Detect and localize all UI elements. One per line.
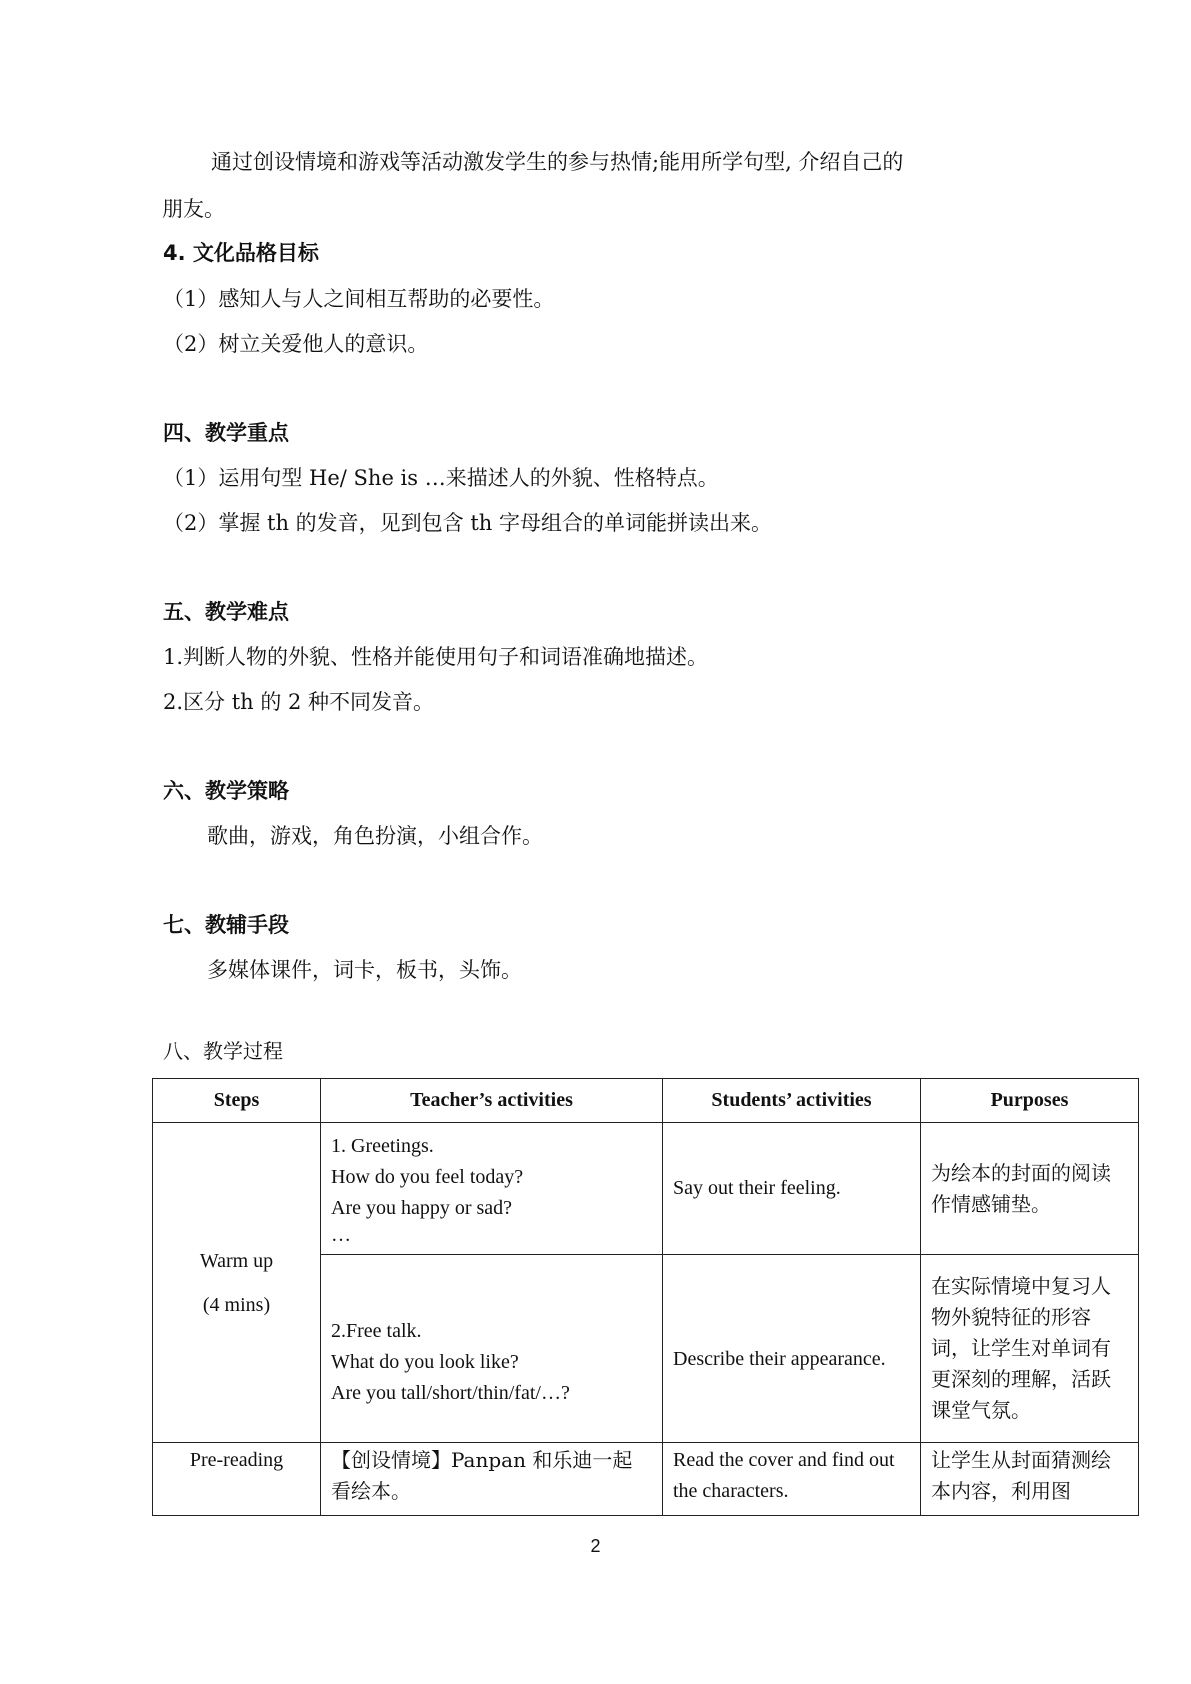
difficulty-1: 1.判断人物的外貌、性格并能使用句子和词语准确地描述。 bbox=[163, 645, 709, 669]
teaching-process-table bbox=[152, 1078, 1139, 1516]
warm-up-students-2: Describe their appearance. bbox=[663, 1255, 921, 1443]
warm-up-students-1: Say out their feeling. bbox=[663, 1123, 921, 1255]
process-heading: 八、教学过程 bbox=[163, 1039, 283, 1063]
pre-reading-teacher: 【创设情境】Panpan 和乐迪一起看绘本。 bbox=[321, 1443, 663, 1516]
difficulties-heading: 五、教学难点 bbox=[163, 600, 289, 624]
key-point-1: （1）运用句型 He/ She is …来描述人的外貌、性格特点。 bbox=[163, 466, 719, 490]
header-steps: Steps bbox=[153, 1079, 321, 1123]
teacher-line: 2.Free talk. bbox=[331, 1320, 422, 1342]
step-pre-reading: Pre-reading bbox=[153, 1443, 321, 1516]
teacher-line: Are you tall/short/thin/fat/…? bbox=[331, 1382, 570, 1404]
pre-reading-purpose: 让学生从封面猜测绘本内容，利用图 bbox=[921, 1443, 1139, 1516]
warm-up-teacher-2 bbox=[321, 1255, 663, 1443]
difficulty-2: 2.区分 th 的 2 种不同发音。 bbox=[163, 690, 435, 714]
intro-line-1: 通过创设情境和游戏等活动激发学生的参与热情;能用所学句型, 介绍自己的 bbox=[211, 150, 904, 174]
warm-up-teacher-1 bbox=[321, 1123, 663, 1255]
key-points-heading: 四、教学重点 bbox=[163, 421, 289, 445]
step-warm-up bbox=[153, 1123, 321, 1443]
warm-up-purpose-1: 为绘本的封面的阅读作情感铺垫。 bbox=[921, 1123, 1139, 1255]
teacher-line: … bbox=[331, 1224, 351, 1246]
pre-reading-students: Read the cover and find out the characters. bbox=[663, 1443, 921, 1516]
header-purposes: Purposes bbox=[921, 1079, 1139, 1123]
step-warm-up-time: (4 mins) bbox=[202, 1293, 271, 1316]
teacher-line: How do you feel today? bbox=[331, 1166, 524, 1188]
table-row bbox=[153, 1123, 1139, 1255]
culture-goal-heading: 4. 文化品格目标 bbox=[163, 241, 319, 265]
table-header-row bbox=[153, 1079, 1139, 1123]
header-students-activities: Students’ activities bbox=[663, 1079, 921, 1123]
strategy-text: 歌曲，游戏，角色扮演，小组合作。 bbox=[207, 824, 543, 848]
key-point-2: （2）掌握 th 的发音，见到包含 th 字母组合的单词能拼读出来。 bbox=[163, 511, 772, 535]
header-teacher-activities: Teacher’s activities bbox=[321, 1079, 663, 1123]
warm-up-purpose-2: 在实际情境中复习人物外貌特征的形容词，让学生对单词有更深刻的理解，活跃课堂气氛。 bbox=[921, 1255, 1139, 1443]
teaching-aids-heading: 七、教辅手段 bbox=[163, 913, 289, 937]
teacher-line: What do you look like? bbox=[331, 1351, 519, 1373]
step-warm-up-label: Warm up bbox=[199, 1249, 274, 1272]
culture-item-1: （1）感知人与人之间相互帮助的必要性。 bbox=[163, 287, 555, 311]
teacher-line: 1. Greetings. bbox=[331, 1135, 434, 1157]
culture-item-2: （2）树立关爱他人的意识。 bbox=[163, 332, 429, 356]
teacher-line: Are you happy or sad? bbox=[331, 1197, 513, 1219]
strategy-heading: 六、教学策略 bbox=[163, 779, 289, 803]
intro-line-2: 朋友。 bbox=[162, 197, 225, 221]
teaching-aids-text: 多媒体课件，词卡，板书，头饰。 bbox=[207, 958, 522, 982]
table-row bbox=[153, 1443, 1139, 1516]
page-number: 2 bbox=[590, 1536, 601, 1556]
